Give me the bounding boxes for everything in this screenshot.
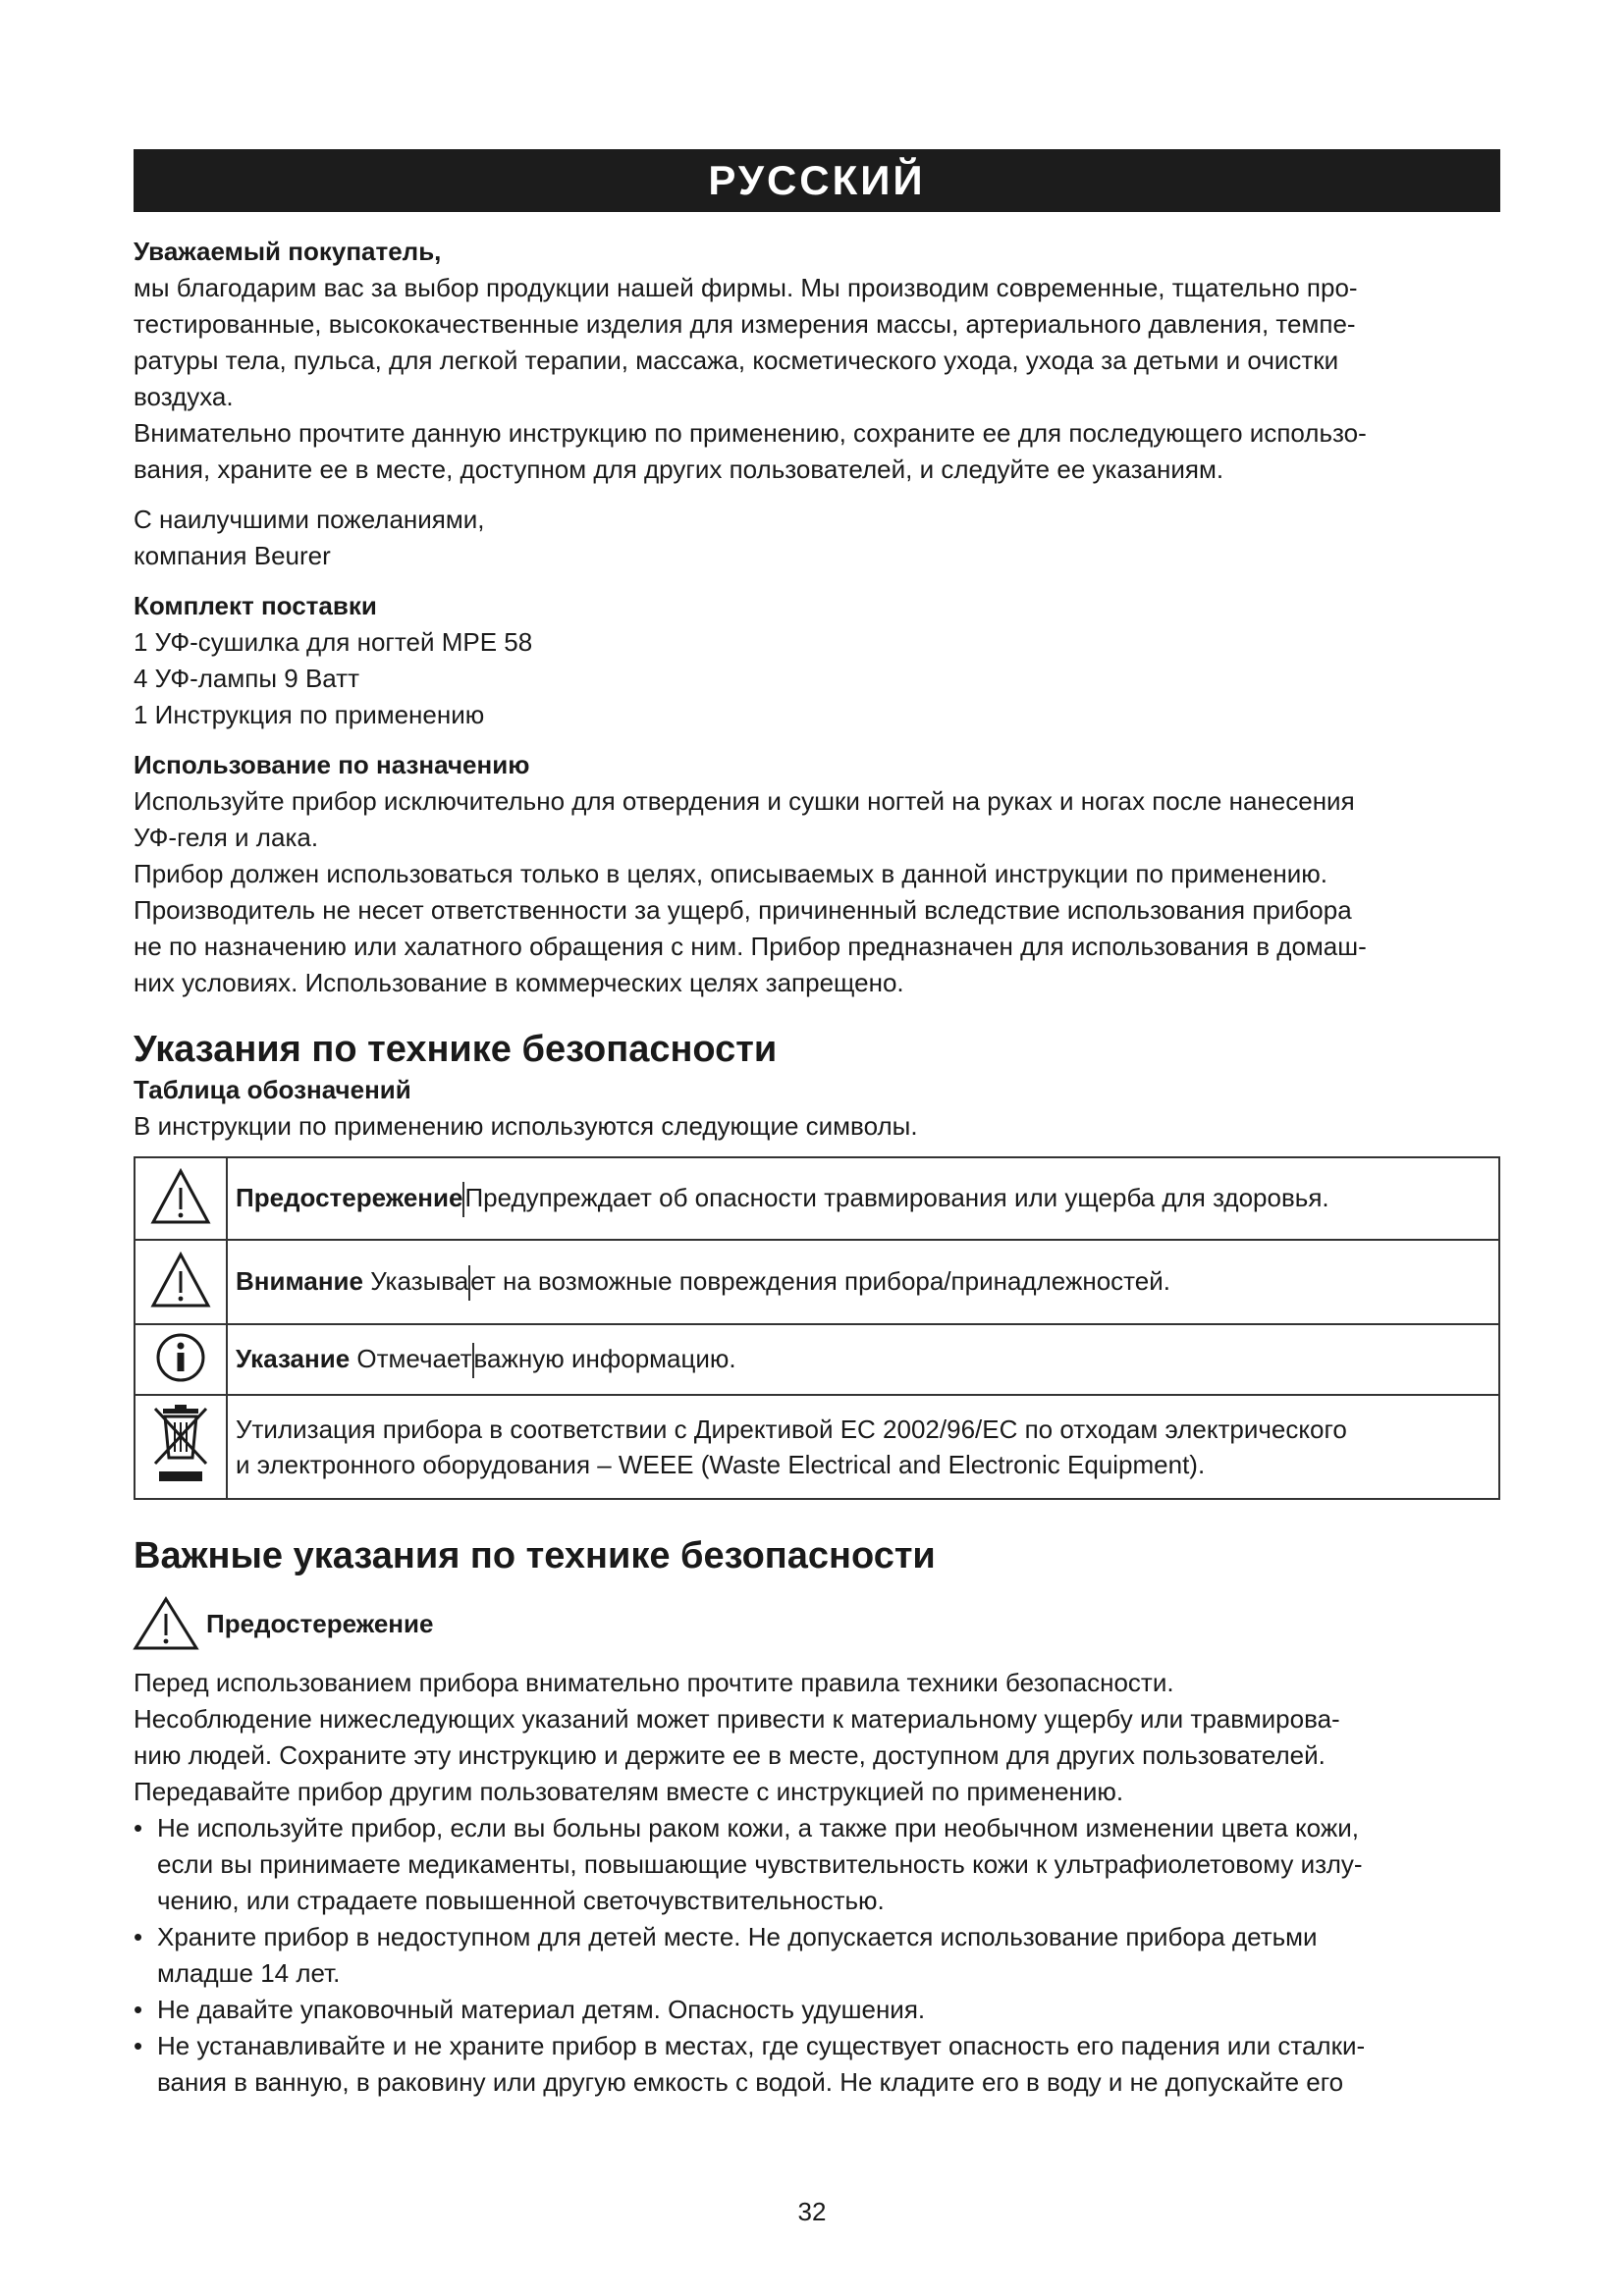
bullet-line: вания в ванную, в раковину или другую емкость с водой. Не кладите его в воду и не допускайте его	[157, 2067, 1344, 2097]
symbol-description	[227, 1395, 1499, 1499]
info-cell	[135, 1324, 227, 1395]
warning-cell	[135, 1157, 227, 1240]
intended-use-title: Использование по назначению	[134, 750, 530, 779]
important-line: Перед использованием прибора внимательно прочтите правила техники безопасности.	[134, 1668, 1174, 1697]
delivery-title: Комплект поставки	[134, 591, 377, 620]
symbol-label: Внимание	[236, 1265, 363, 1296]
bullet-line: чению, или страдаете повышенной светочувствительностью.	[157, 1886, 885, 1915]
greeting: Уважаемый покупатель,	[134, 237, 442, 266]
weee-line: и электронного оборудования – WEEE (Waste Electrical and Electronic Equipment).	[236, 1450, 1206, 1479]
bullet-line: Храните прибор в недоступном для детей месте. Не допускается использование прибора детьми	[157, 1922, 1318, 1951]
bullet-marker: •	[134, 1995, 143, 2024]
intro-line: мы благодарим вас за выбор продукции нашей фирмы. Мы производим современные, тщательно про-	[134, 273, 1358, 302]
weee-line: Утилизация прибора в соответствии с Директивой ЕС 2002/96/EC по отходам электрического	[236, 1415, 1347, 1444]
list-item	[134, 1919, 1500, 1992]
intro-line: Внимательно прочтите данную инструкцию по применению, сохраните ее для последующего использо-	[134, 418, 1367, 448]
symbol-table	[134, 1156, 1500, 1500]
intended-use-line: них условиях. Использование в коммерческих целях запрещено.	[134, 968, 904, 997]
bullet-marker: •	[134, 2031, 143, 2060]
symbol-label: Предостережение	[236, 1182, 463, 1212]
intro-line: воздуха.	[134, 382, 234, 411]
info-icon	[155, 1332, 206, 1383]
symbol-label: Указание	[236, 1343, 351, 1373]
table-row	[135, 1395, 1499, 1499]
weee-cell	[135, 1395, 227, 1499]
bullet-marker: •	[134, 1813, 143, 1842]
list-item	[134, 2028, 1500, 2101]
safety-title: Указания по технике безопасности	[134, 1029, 778, 1070]
intended-use-line: не по назначению или халатного обращения с ним. Прибор предназначен для использования в домаш-	[134, 932, 1367, 961]
intended-use-line: Используйте прибор исключительно для отвердения и сушки ногтей на руках и ногах после нанесения	[134, 786, 1355, 816]
list-item	[134, 1992, 1500, 2028]
language-header: РУССКИЙ	[134, 149, 1500, 212]
table-row	[135, 1240, 1499, 1324]
bullet-line: младше 14 лет.	[157, 1958, 341, 1988]
crossed-bin-icon	[151, 1405, 210, 1485]
intro-line: тестированные, высококачественные изделия для измерения массы, артериального давления, темпе-	[134, 309, 1356, 339]
bullet-line: Не давайте упаковочный материал детям. Опасность удушения.	[157, 1995, 926, 2024]
symbol-text: Указыва	[370, 1265, 469, 1296]
delivery-item: 1 УФ-сушилка для ногтей MPE 58	[134, 627, 533, 657]
important-line: Передавайте прибор другим пользователям вместе с инструкцией по применению.	[134, 1777, 1124, 1806]
warning-heading	[134, 1596, 1500, 1651]
bullet-marker: •	[134, 1922, 143, 1951]
symbol-description	[227, 1157, 1499, 1240]
warning-triangle-icon	[132, 1596, 200, 1651]
symbol-text: важную информацию.	[473, 1343, 736, 1373]
warning-label: Предостережение	[206, 1608, 434, 1638]
intended-use-line: УФ-геля и лака.	[134, 823, 319, 852]
delivery-item: 4 УФ-лампы 9 Ватт	[134, 664, 359, 693]
page-number: 32	[797, 2197, 827, 2226]
bullet-line: Не устанавливайте и не храните прибор в местах, где существует опасность его падения или сталки-	[157, 2031, 1366, 2060]
important-safety-title: Важные указания по технике безопасности	[134, 1535, 936, 1576]
list-item	[134, 1810, 1500, 1919]
delivery-item: 1 Инструкция по применению	[134, 700, 485, 729]
symbol-table-title: Таблица обозначений	[134, 1075, 411, 1104]
important-line: Несоблюдение нижеследующих указаний может привести к материальному ущербу или травмирова-	[134, 1704, 1340, 1734]
closing-line: компания Beurer	[134, 541, 331, 570]
symbol-text: Предупреждает об опасности травмирования или ущерба для здоровья.	[464, 1182, 1329, 1212]
bullet-line: если вы принимаете медикаменты, повышающие чувствительность кожи к ультрафиолетовому излу-	[157, 1849, 1363, 1879]
warning-triangle-icon	[150, 1168, 211, 1225]
symbol-table-intro: В инструкции по применению используются следующие символы.	[134, 1111, 918, 1141]
symbol-text: ет на возможные повреждения прибора/принадлежностей.	[470, 1265, 1170, 1296]
intended-use-line: Прибор должен использоваться только в целях, описываемых в данной инструкции по применению.	[134, 859, 1327, 888]
symbol-description	[227, 1324, 1499, 1395]
intro-line: ратуры тела, пульса, для легкой терапии, массажа, косметического ухода, ухода за детьми и очистки	[134, 346, 1339, 375]
symbol-text: Отмечает	[356, 1343, 472, 1373]
page-content	[134, 149, 1500, 2101]
symbol-description	[227, 1240, 1499, 1324]
bullet-line: Не используйте прибор, если вы больны раком кожи, а также при необычном изменении цвета кожи,	[157, 1813, 1359, 1842]
caution-cell	[135, 1240, 227, 1324]
closing-line: С наилучшими пожеланиями,	[134, 505, 485, 534]
intro-line: вания, храните ее в месте, доступном для других пользователей, и следуйте ее указаниям.	[134, 454, 1224, 484]
intended-use-line: Производитель не несет ответственности за ущерб, причиненный вследствие использования прибора	[134, 895, 1352, 925]
important-line: нию людей. Сохраните эту инструкцию и держите ее в месте, доступном для других пользователей.	[134, 1740, 1326, 1770]
table-row	[135, 1157, 1499, 1240]
table-row	[135, 1324, 1499, 1395]
caution-triangle-icon	[150, 1252, 211, 1308]
